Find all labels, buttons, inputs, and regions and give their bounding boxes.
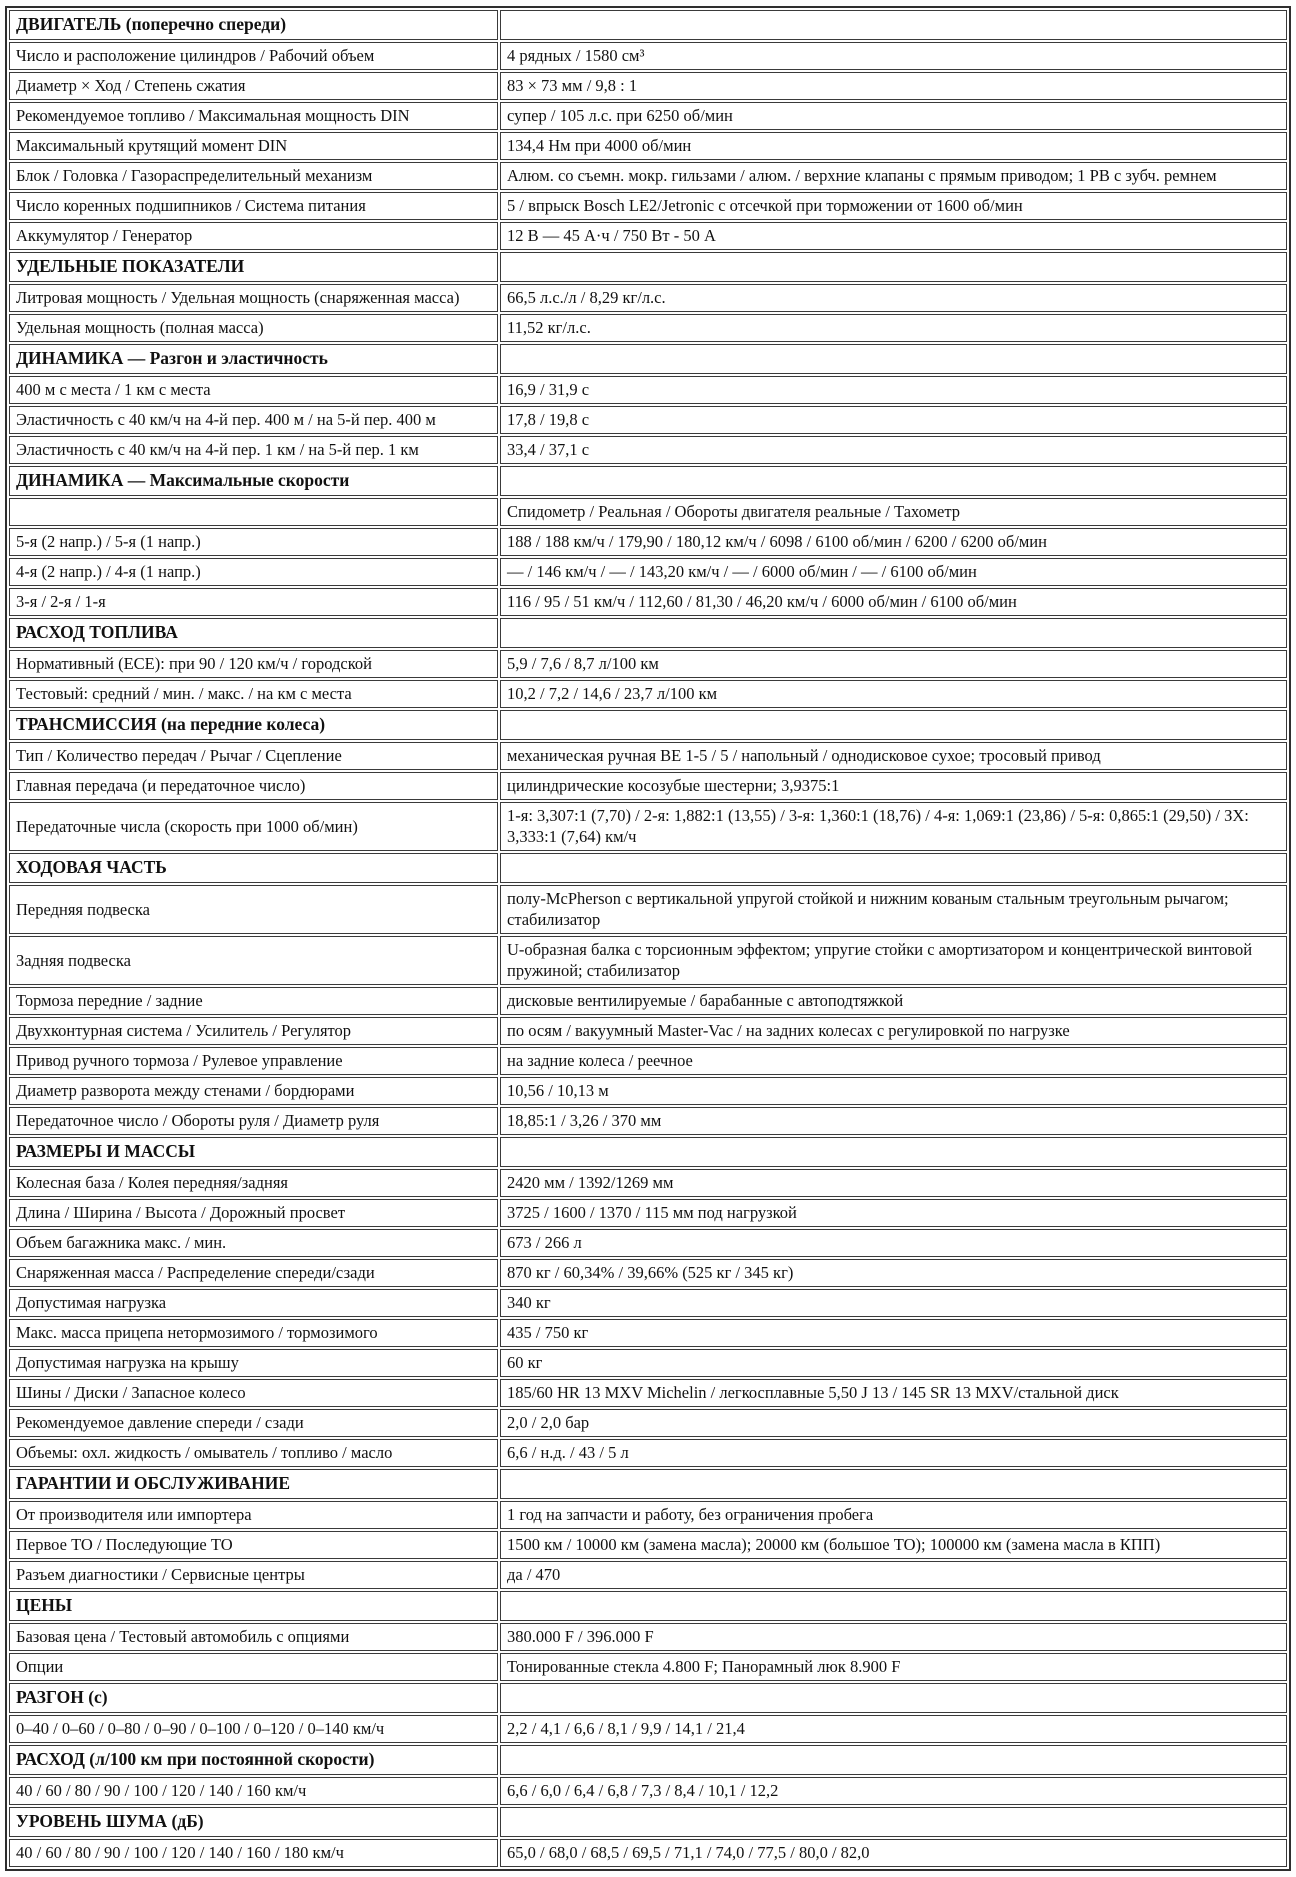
- value-cell: Спидометр / Реальная / Обороты двигателя реальные / Тахометр: [500, 498, 1287, 526]
- parameter-cell: Передняя подвеска: [9, 885, 498, 934]
- value-cell: 10,56 / 10,13 м: [500, 1077, 1287, 1105]
- table-row: [9, 1077, 1287, 1105]
- parameter-cell: Блок / Головка / Газораспределительный механизм: [9, 162, 498, 190]
- parameter-cell: Тормоза передние / задние: [9, 987, 498, 1015]
- section-row: [9, 618, 1287, 648]
- table-row: [9, 314, 1287, 342]
- table-row: [9, 132, 1287, 160]
- parameter-cell: Диаметр разворота между стенами / бордюрами: [9, 1077, 498, 1105]
- value-cell: Алюм. со съемн. мокр. гильзами / алюм. / верхние клапаны с прямым приводом; 1 РВ с зубч. ремнем: [500, 162, 1287, 190]
- table-row: [9, 987, 1287, 1015]
- parameter-cell: Объемы: охл. жидкость / омыватель / топливо / масло: [9, 1439, 498, 1467]
- section-row: [9, 344, 1287, 374]
- table-row: [9, 1777, 1287, 1805]
- parameter-cell: Главная передача (и передаточное число): [9, 772, 498, 800]
- table-row: [9, 72, 1287, 100]
- value-cell: 17,8 / 19,8 с: [500, 406, 1287, 434]
- value-cell: [500, 10, 1287, 40]
- parameter-cell: Снаряженная масса / Распределение спереди/сзади: [9, 1259, 498, 1287]
- value-cell: 60 кг: [500, 1349, 1287, 1377]
- value-cell: на задние колеса / реечное: [500, 1047, 1287, 1075]
- section-row: [9, 1807, 1287, 1837]
- value-cell: [500, 466, 1287, 496]
- parameter-cell: [9, 498, 498, 526]
- section-row: [9, 466, 1287, 496]
- value-cell: 83 × 73 мм / 9,8 : 1: [500, 72, 1287, 100]
- value-cell: 2420 мм / 1392/1269 мм: [500, 1169, 1287, 1197]
- parameter-cell: Первое ТО / Последующие ТО: [9, 1531, 498, 1559]
- value-cell: 16,9 / 31,9 с: [500, 376, 1287, 404]
- section-title: РАЗГОН (с): [9, 1683, 498, 1713]
- value-cell: 185/60 HR 13 MXV Michelin / легкосплавные 5,50 J 13 / 145 SR 13 MXV/стальной диск: [500, 1379, 1287, 1407]
- table-row: [9, 650, 1287, 678]
- parameter-cell: 40 / 60 / 80 / 90 / 100 / 120 / 140 / 160 / 180 км/ч: [9, 1839, 498, 1867]
- table-row: [9, 498, 1287, 526]
- table-row: [9, 936, 1287, 985]
- value-cell: цилиндрические косозубые шестерни; 3,9375:1: [500, 772, 1287, 800]
- section-title: УДЕЛЬНЫЕ ПОКАЗАТЕЛИ: [9, 252, 498, 282]
- parameter-cell: Максимальный крутящий момент DIN: [9, 132, 498, 160]
- table-row: [9, 1259, 1287, 1287]
- parameter-cell: Эластичность с 40 км/ч на 4-й пер. 1 км / на 5-й пер. 1 км: [9, 436, 498, 464]
- table-row: [9, 1531, 1287, 1559]
- parameter-cell: Допустимая нагрузка: [9, 1289, 498, 1317]
- parameter-cell: Число коренных подшипников / Система питания: [9, 192, 498, 220]
- parameter-cell: Объем багажника макс. / мин.: [9, 1229, 498, 1257]
- section-row: [9, 853, 1287, 883]
- section-title: РАСХОД (л/100 км при постоянной скорости): [9, 1745, 498, 1775]
- value-cell: 33,4 / 37,1 с: [500, 436, 1287, 464]
- value-cell: 18,85:1 / 3,26 / 370 мм: [500, 1107, 1287, 1135]
- value-cell: 66,5 л.с./л / 8,29 кг/л.с.: [500, 284, 1287, 312]
- value-cell: [500, 1591, 1287, 1621]
- table-row: [9, 1199, 1287, 1227]
- parameter-cell: 0–40 / 0–60 / 0–80 / 0–90 / 0–100 / 0–120 / 0–140 км/ч: [9, 1715, 498, 1743]
- table-row: [9, 1169, 1287, 1197]
- table-row: [9, 1229, 1287, 1257]
- value-cell: полу-McPherson с вертикальной упругой стойкой и нижним кованым стальным треугольным рычагом; стабилизатор: [500, 885, 1287, 934]
- table-row: [9, 376, 1287, 404]
- value-cell: 5,9 / 7,6 / 8,7 л/100 км: [500, 650, 1287, 678]
- table-row: [9, 406, 1287, 434]
- parameter-cell: Эластичность с 40 км/ч на 4-й пер. 400 м / на 5-й пер. 400 м: [9, 406, 498, 434]
- table-row: [9, 885, 1287, 934]
- section-title: ДИНАМИКА — Разгон и эластичность: [9, 344, 498, 374]
- value-cell: 2,2 / 4,1 / 6,6 / 8,1 / 9,9 / 14,1 / 21,4: [500, 1715, 1287, 1743]
- value-cell: 340 кг: [500, 1289, 1287, 1317]
- parameter-cell: Тестовый: средний / мин. / макс. / на км с места: [9, 680, 498, 708]
- table-row: [9, 802, 1287, 851]
- parameter-cell: Макс. масса прицепа нетормозимого / тормозимого: [9, 1319, 498, 1347]
- value-cell: 10,2 / 7,2 / 14,6 / 23,7 л/100 км: [500, 680, 1287, 708]
- value-cell: [500, 710, 1287, 740]
- value-cell: [500, 1137, 1287, 1167]
- value-cell: Тонированные стекла 4.800 F; Панорамный люк 8.900 F: [500, 1653, 1287, 1681]
- parameter-cell: Передаточное число / Обороты руля / Диаметр руля: [9, 1107, 498, 1135]
- section-row: [9, 252, 1287, 282]
- value-cell: по осям / вакуумный Master-Vac / на задних колесах с регулировкой по нагрузке: [500, 1017, 1287, 1045]
- section-row: [9, 1683, 1287, 1713]
- value-cell: 2,0 / 2,0 бар: [500, 1409, 1287, 1437]
- value-cell: 6,6 / н.д. / 43 / 5 л: [500, 1439, 1287, 1467]
- section-title: УРОВЕНЬ ШУМА (дБ): [9, 1807, 498, 1837]
- parameter-cell: Разъем диагностики / Сервисные центры: [9, 1561, 498, 1589]
- parameter-cell: От производителя или импортера: [9, 1501, 498, 1529]
- value-cell: супер / 105 л.с. при 6250 об/мин: [500, 102, 1287, 130]
- table-row: [9, 1439, 1287, 1467]
- parameter-cell: Задняя подвеска: [9, 936, 498, 985]
- table-row: [9, 1409, 1287, 1437]
- parameter-cell: 3-я / 2-я / 1-я: [9, 588, 498, 616]
- parameter-cell: Передаточные числа (скорость при 1000 об/мин): [9, 802, 498, 851]
- section-title: РАСХОД ТОПЛИВА: [9, 618, 498, 648]
- table-row: [9, 1107, 1287, 1135]
- parameter-cell: Диаметр × Ход / Степень сжатия: [9, 72, 498, 100]
- table-row: [9, 1319, 1287, 1347]
- table-row: [9, 436, 1287, 464]
- table-row: [9, 1047, 1287, 1075]
- parameter-cell: Нормативный (ЕСЕ): при 90 / 120 км/ч / городской: [9, 650, 498, 678]
- table-row: [9, 742, 1287, 770]
- value-cell: механическая ручная BE 1-5 / 5 / напольный / однодисковое сухое; тросовый привод: [500, 742, 1287, 770]
- value-cell: 1500 км / 10000 км (замена масла); 20000 км (большое ТО); 100000 км (замена масла в КПП): [500, 1531, 1287, 1559]
- value-cell: 5 / впрыск Bosch LE2/Jetronic с отсечкой при торможении от 1600 об/мин: [500, 192, 1287, 220]
- section-row: [9, 1137, 1287, 1167]
- value-cell: — / 146 км/ч / — / 143,20 км/ч / — / 6000 об/мин / — / 6100 об/мин: [500, 558, 1287, 586]
- table-row: [9, 222, 1287, 250]
- value-cell: 6,6 / 6,0 / 6,4 / 6,8 / 7,3 / 8,4 / 10,1 / 12,2: [500, 1777, 1287, 1805]
- section-row: [9, 710, 1287, 740]
- spec-table-body: [9, 10, 1287, 1867]
- value-cell: [500, 1683, 1287, 1713]
- section-title: ГАРАНТИИ И ОБСЛУЖИВАНИЕ: [9, 1469, 498, 1499]
- table-row: [9, 192, 1287, 220]
- parameter-cell: Литровая мощность / Удельная мощность (снаряженная масса): [9, 284, 498, 312]
- table-row: [9, 1501, 1287, 1529]
- table-row: [9, 680, 1287, 708]
- section-title: ХОДОВАЯ ЧАСТЬ: [9, 853, 498, 883]
- parameter-cell: 40 / 60 / 80 / 90 / 100 / 120 / 140 / 160 км/ч: [9, 1777, 498, 1805]
- value-cell: [500, 252, 1287, 282]
- parameter-cell: Опции: [9, 1653, 498, 1681]
- parameter-cell: Удельная мощность (полная масса): [9, 314, 498, 342]
- table-row: [9, 162, 1287, 190]
- value-cell: 3725 / 1600 / 1370 / 115 мм под нагрузкой: [500, 1199, 1287, 1227]
- table-row: [9, 1379, 1287, 1407]
- section-title: ТРАНСМИССИЯ (на передние колеса): [9, 710, 498, 740]
- value-cell: [500, 1745, 1287, 1775]
- table-row: [9, 1839, 1287, 1867]
- parameter-cell: Привод ручного тормоза / Рулевое управление: [9, 1047, 498, 1075]
- value-cell: 1 год на запчасти и работу, без ограничения пробега: [500, 1501, 1287, 1529]
- parameter-cell: Число и расположение цилиндров / Рабочий объем: [9, 42, 498, 70]
- value-cell: [500, 618, 1287, 648]
- table-row: [9, 102, 1287, 130]
- section-row: [9, 10, 1287, 40]
- value-cell: 134,4 Нм при 4000 об/мин: [500, 132, 1287, 160]
- value-cell: 870 кг / 60,34% / 39,66% (525 кг / 345 кг): [500, 1259, 1287, 1287]
- section-title: ЦЕНЫ: [9, 1591, 498, 1621]
- parameter-cell: Длина / Ширина / Высота / Дорожный просвет: [9, 1199, 498, 1227]
- table-row: [9, 588, 1287, 616]
- value-cell: 380.000 F / 396.000 F: [500, 1623, 1287, 1651]
- value-cell: 1-я: 3,307:1 (7,70) / 2-я: 1,882:1 (13,55) / 3-я: 1,360:1 (18,76) / 4-я: 1,069:1 (23,86) / 5-я: 0,865:1 (29,50) / ЗХ: 3,333:1 (7,64) км/ч: [500, 802, 1287, 851]
- table-row: [9, 284, 1287, 312]
- table-row: [9, 558, 1287, 586]
- table-row: [9, 528, 1287, 556]
- section-row: [9, 1591, 1287, 1621]
- parameter-cell: Допустимая нагрузка на крышу: [9, 1349, 498, 1377]
- spec-table: [5, 6, 1291, 1871]
- value-cell: 11,52 кг/л.с.: [500, 314, 1287, 342]
- table-row: [9, 1715, 1287, 1743]
- value-cell: 12 В — 45 А·ч / 750 Вт - 50 А: [500, 222, 1287, 250]
- section-row: [9, 1469, 1287, 1499]
- section-title: РАЗМЕРЫ И МАССЫ: [9, 1137, 498, 1167]
- table-row: [9, 42, 1287, 70]
- value-cell: 673 / 266 л: [500, 1229, 1287, 1257]
- table-row: [9, 1623, 1287, 1651]
- value-cell: 65,0 / 68,0 / 68,5 / 69,5 / 71,1 / 74,0 / 77,5 / 80,0 / 82,0: [500, 1839, 1287, 1867]
- parameter-cell: Тип / Количество передач / Рычаг / Сцепление: [9, 742, 498, 770]
- value-cell: [500, 853, 1287, 883]
- table-row: [9, 1653, 1287, 1681]
- parameter-cell: Колесная база / Колея передняя/задняя: [9, 1169, 498, 1197]
- parameter-cell: 4-я (2 напр.) / 4-я (1 напр.): [9, 558, 498, 586]
- value-cell: [500, 344, 1287, 374]
- value-cell: [500, 1469, 1287, 1499]
- section-title: ДИНАМИКА — Максимальные скорости: [9, 466, 498, 496]
- value-cell: 116 / 95 / 51 км/ч / 112,60 / 81,30 / 46,20 км/ч / 6000 об/мин / 6100 об/мин: [500, 588, 1287, 616]
- parameter-cell: Рекомендуемое давление спереди / сзади: [9, 1409, 498, 1437]
- value-cell: U-образная балка с торсионным эффектом; упругие стойки с амортизатором и концентрической винтовой пружиной; стабилизатор: [500, 936, 1287, 985]
- table-row: [9, 1349, 1287, 1377]
- table-row: [9, 1289, 1287, 1317]
- parameter-cell: Аккумулятор / Генератор: [9, 222, 498, 250]
- value-cell: [500, 1807, 1287, 1837]
- section-title: ДВИГАТЕЛЬ (поперечно спереди): [9, 10, 498, 40]
- parameter-cell: 5-я (2 напр.) / 5-я (1 напр.): [9, 528, 498, 556]
- parameter-cell: Базовая цена / Тестовый автомобиль с опциями: [9, 1623, 498, 1651]
- value-cell: 188 / 188 км/ч / 179,90 / 180,12 км/ч / 6098 / 6100 об/мин / 6200 / 6200 об/мин: [500, 528, 1287, 556]
- parameter-cell: Рекомендуемое топливо / Максимальная мощность DIN: [9, 102, 498, 130]
- value-cell: 4 рядных / 1580 см³: [500, 42, 1287, 70]
- parameter-cell: Шины / Диски / Запасное колесо: [9, 1379, 498, 1407]
- value-cell: дисковые вентилируемые / барабанные с автоподтяжкой: [500, 987, 1287, 1015]
- value-cell: да / 470: [500, 1561, 1287, 1589]
- value-cell: 435 / 750 кг: [500, 1319, 1287, 1347]
- table-row: [9, 772, 1287, 800]
- parameter-cell: 400 м с места / 1 км с места: [9, 376, 498, 404]
- table-row: [9, 1561, 1287, 1589]
- parameter-cell: Двухконтурная система / Усилитель / Регулятор: [9, 1017, 498, 1045]
- table-row: [9, 1017, 1287, 1045]
- section-row: [9, 1745, 1287, 1775]
